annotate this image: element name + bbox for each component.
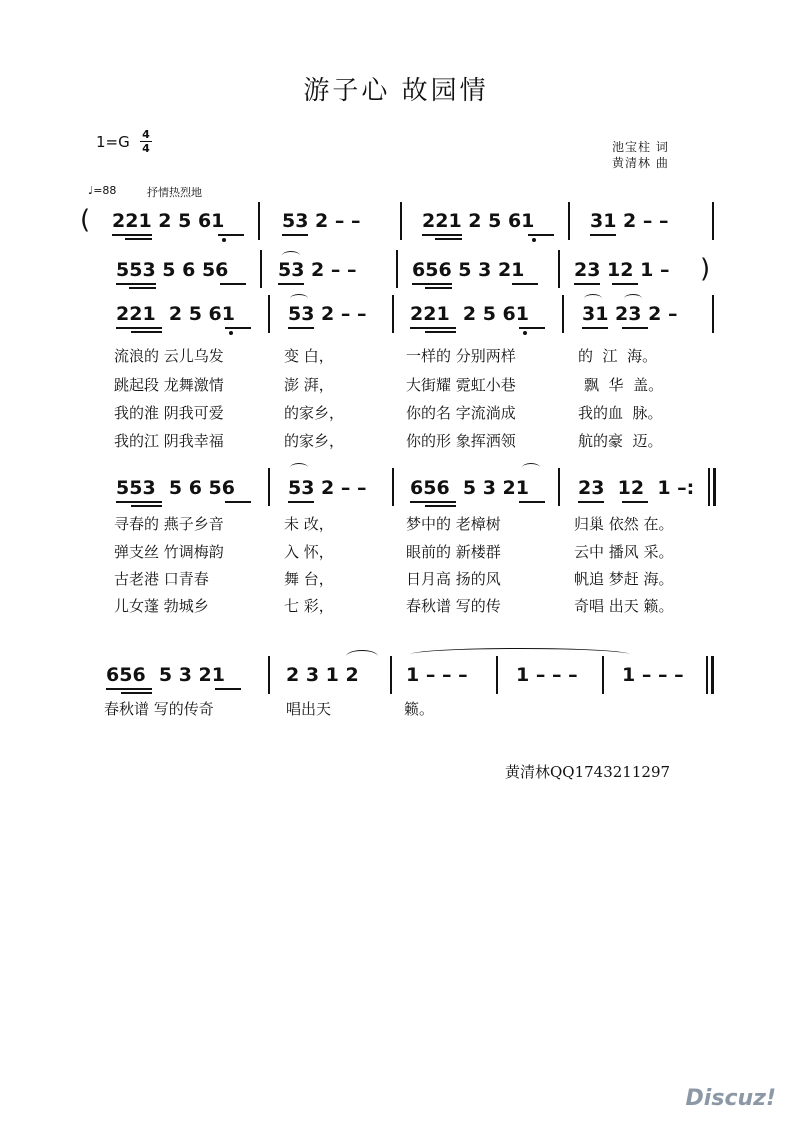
lyric-b4-2: 七 彩， xyxy=(284,597,334,615)
time-signature-bottom: 4 xyxy=(142,142,150,155)
intro-1-measure-4: 31 2 – – xyxy=(590,210,669,232)
lyric-a2-4: 飘 华 盖。 xyxy=(584,376,664,394)
verse-b-measure-1: 553 5 6 56 xyxy=(116,477,236,499)
song-title: 游子心 故园情 xyxy=(303,76,489,106)
intro-2-measure-3: 656 5 3 21 xyxy=(412,259,525,281)
expression-marking: 抒情热烈地 xyxy=(147,186,202,199)
lyric-b1-4: 归巢 依然 在。 xyxy=(574,515,674,533)
lyric-b4-1: 儿女蓬 勃城乡 xyxy=(114,597,209,615)
lyric-a2-2: 澎 湃， xyxy=(284,376,334,394)
lyric-b3-1: 古老港 口青春 xyxy=(114,570,209,588)
verse-a-measure-2: 53 2 – – xyxy=(288,303,367,325)
tempo-marking: ♩=88 xyxy=(88,184,117,197)
verse-a-measure-3: 221 2 5 61 xyxy=(410,303,530,325)
lyric-coda-1: 春秋谱 写的传奇 xyxy=(104,700,214,718)
lyric-a4-2: 的家乡， xyxy=(284,432,345,450)
intro-1-measure-1: 221 2 5 61 xyxy=(112,210,225,232)
coda-measure-1: 656 5 3 21 xyxy=(106,664,226,686)
lyric-coda-3: 籁。 xyxy=(404,700,435,718)
coda-measure-3: 1 – – – xyxy=(406,664,468,686)
lyric-b3-4: 帆追 梦赶 海。 xyxy=(574,570,674,588)
lyric-b2-3: 眼前的 新楼群 xyxy=(406,543,501,561)
lyric-a3-2: 的家乡， xyxy=(284,404,345,422)
lyric-a1-4: 的 江 海。 xyxy=(578,347,658,365)
lyric-b1-2: 未 改， xyxy=(284,515,334,533)
key-signature: 1=G xyxy=(96,133,130,151)
lyric-a3-4: 我的血 脉。 xyxy=(578,404,663,422)
lyric-b4-3: 春秋谱 写的传 xyxy=(406,597,501,615)
arranger-signature: 黄清林QQ1743211297 xyxy=(505,763,671,781)
intro-1-measure-3: 221 2 5 61 xyxy=(422,210,535,232)
lyric-b3-3: 日月高 扬的风 xyxy=(406,570,501,588)
lyric-a1-1: 流浪的 云儿乌发 xyxy=(114,347,224,365)
lyric-b2-2: 入 怀， xyxy=(284,543,334,561)
lyric-b2-1: 弹支丝 竹调梅韵 xyxy=(114,543,224,561)
coda-measure-2: 2 3 1 2 xyxy=(286,664,359,686)
lyric-a4-1: 我的江 阴我幸福 xyxy=(114,432,224,450)
lyric-a2-1: 跳起段 龙舞激情 xyxy=(114,376,224,394)
verse-a-measure-1: 221 2 5 61 xyxy=(116,303,236,325)
lyric-b1-3: 梦中的 老樟树 xyxy=(406,515,501,533)
verse-b-measure-2: 53 2 – – xyxy=(288,477,367,499)
lyric-a4-4: 航的豪 迈。 xyxy=(578,432,663,450)
intro-2-measure-4: 23 12 1 – xyxy=(574,259,670,281)
composer-credit: 黄清林 曲 xyxy=(612,156,669,170)
lyric-b1-1: 寻春的 燕子乡音 xyxy=(114,515,224,533)
lyric-b4-4: 奇唱 出天 籁。 xyxy=(574,597,674,615)
verse-b-measure-3: 656 5 3 21 xyxy=(410,477,530,499)
lyric-a1-3: 一样的 分别两样 xyxy=(406,347,516,365)
coda-measure-5: 1 – – – xyxy=(622,664,684,686)
time-signature xyxy=(140,129,152,154)
verse-a-measure-4: 31 23 2 – xyxy=(582,303,678,325)
lyric-a2-3: 大街耀 霓虹小巷 xyxy=(406,376,516,394)
intro-1-measure-2: 53 2 – – xyxy=(282,210,361,232)
lyric-b2-4: 云中 播风 采。 xyxy=(574,543,674,561)
lyric-a1-2: 变 白， xyxy=(284,347,334,365)
lyric-a3-1: 我的淮 阴我可爱 xyxy=(114,404,224,422)
lyricist-credit: 池宝柱 词 xyxy=(612,140,669,154)
lyric-a3-3: 你的名 字流淌成 xyxy=(406,404,516,422)
repeat-open-paren: ( xyxy=(80,205,91,235)
coda-measure-4: 1 – – – xyxy=(516,664,578,686)
lyric-b3-2: 舞 台， xyxy=(284,570,334,588)
time-signature-top: 4 xyxy=(142,128,150,141)
watermark: Discuz! xyxy=(685,1086,776,1111)
verse-b-measure-4: 23 12 1 –: xyxy=(578,477,695,499)
repeat-close-paren: ) xyxy=(700,254,711,284)
lyric-a4-3: 你的形 象挥洒领 xyxy=(406,432,516,450)
lyric-coda-2: 唱出天 xyxy=(286,700,332,718)
intro-2-measure-1: 553 5 6 56 xyxy=(116,259,229,281)
intro-2-measure-2: 53 2 – – xyxy=(278,259,357,281)
